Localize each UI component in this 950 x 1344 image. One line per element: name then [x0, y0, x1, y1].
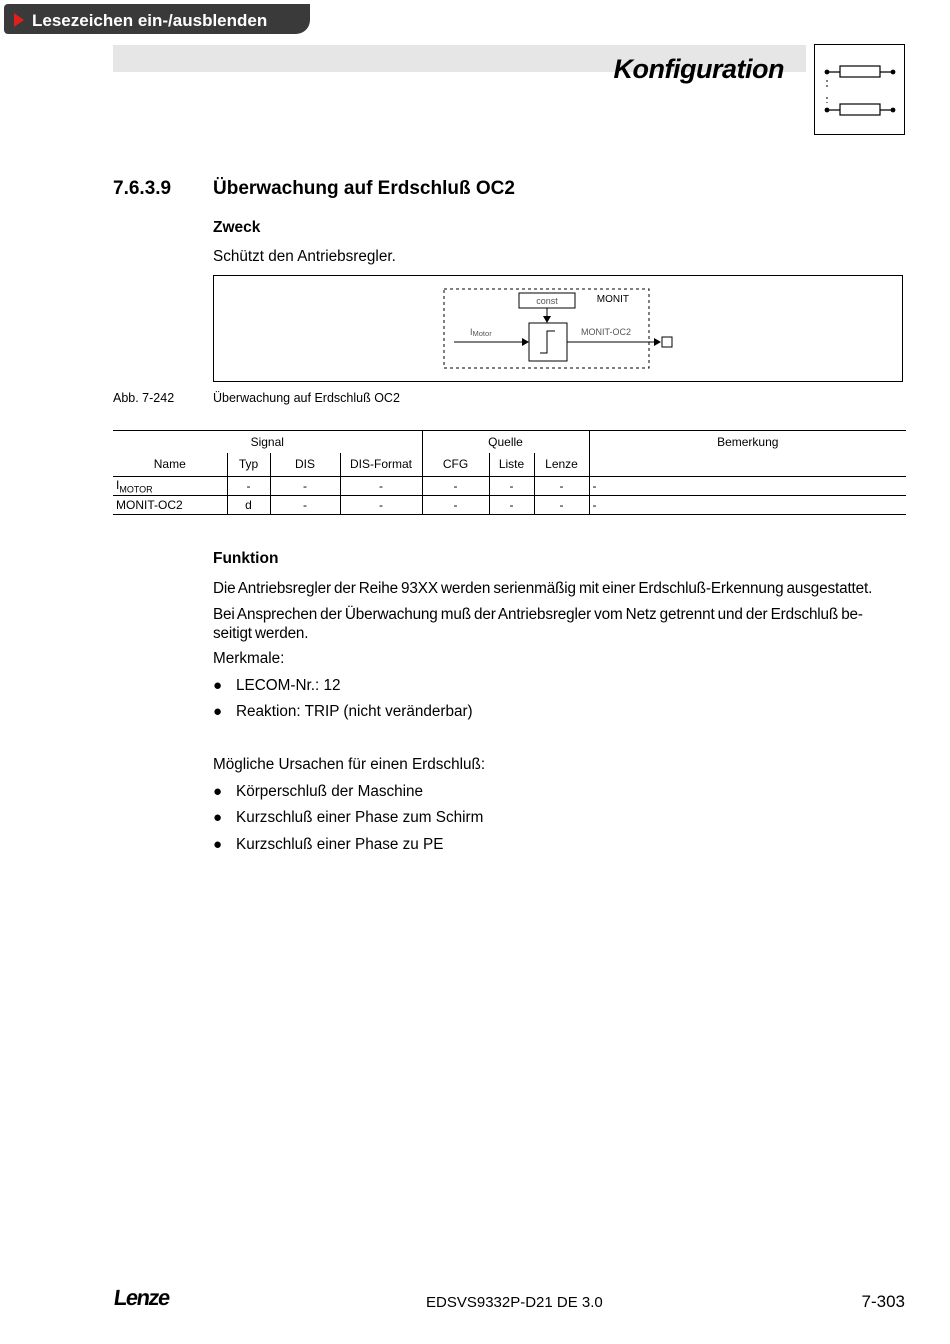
zweck-text: Schützt den Antriebsregler. [213, 248, 396, 265]
cell-dis-format: - [340, 496, 422, 515]
list-item: Kurzschluß einer Phase zu PE [236, 836, 444, 853]
function-block-diagram [213, 275, 903, 382]
bullet-icon: ● [213, 783, 223, 800]
zweck-heading: Zweck [213, 219, 261, 236]
col-name: Name [113, 453, 227, 477]
bullet-icon: ● [213, 836, 223, 853]
section-title: Überwachung auf Erdschluß OC2 [213, 178, 515, 199]
cell-bemerkung: - [589, 477, 906, 496]
figure-number: Abb. 7-242 [113, 391, 175, 405]
svg-text:IMotor [470, 327, 492, 338]
cell-typ: - [227, 477, 270, 496]
lenze-logo: Lenze [112, 1285, 171, 1310]
cell-name: $I_{MOTOR}$ [113, 477, 227, 496]
circuit-diagram-icon [814, 44, 905, 135]
cell-cfg: - [422, 477, 489, 496]
col-cfg: CFG [422, 453, 489, 477]
header-bemerkung: Bemerkung [589, 431, 906, 453]
list-item: LECOM-Nr.: 12 [236, 677, 341, 694]
bookmark-toggle-label: Lesezeichen ein-/ausblenden [32, 11, 268, 30]
input-label: I [470, 327, 473, 337]
figure-caption: Überwachung auf Erdschluß OC2 [213, 391, 400, 405]
page-title: Konfiguration [613, 54, 784, 84]
merkmale-label: Merkmale: [213, 650, 285, 667]
cell-lenze: - [534, 477, 589, 496]
signal-table [113, 430, 906, 515]
triangle-right-icon [14, 13, 24, 27]
col-dis: DIS [270, 453, 340, 477]
cell-liste: - [489, 496, 534, 515]
bullet-icon: ● [213, 677, 223, 694]
section-number: 7.6.3.9 [113, 178, 172, 199]
page-number: 7-303 [861, 1292, 905, 1311]
cell-name: MONIT-OC2 [113, 496, 227, 515]
cell-dis: - [270, 477, 340, 496]
cell-liste: - [489, 477, 534, 496]
table-row [113, 477, 906, 496]
bullet-icon: ● [213, 703, 223, 720]
header-quelle: Quelle [422, 431, 589, 453]
col-dis-format: DIS-Format [340, 453, 422, 477]
list-item: Kurzschluß einer Phase zum Schirm [236, 809, 484, 826]
col-lenze: Lenze [534, 453, 589, 477]
funktion-paragraph-2: Bei Ansprechen der Überwachung muß der Antriebsregler vom Netz getrennt und der Erdschluß be- seitigt werden. [213, 606, 863, 642]
cell-bemerkung: - [589, 496, 906, 515]
col-typ: Typ [227, 453, 270, 477]
ursachen-intro: Mögliche Ursachen für einen Erdschluß: [213, 756, 486, 773]
table-row [113, 496, 906, 515]
input-subscript: Motor [472, 329, 492, 338]
const-label: const [536, 296, 558, 306]
col-liste: Liste [489, 453, 534, 477]
header-signal: Signal [113, 431, 422, 453]
cell-dis: - [270, 496, 340, 515]
cell-cfg: - [422, 496, 489, 515]
list-item: Körperschluß der Maschine [236, 783, 424, 800]
cell-lenze: - [534, 496, 589, 515]
output-label: MONIT-OC2 [581, 327, 632, 337]
cell-dis-format: - [340, 477, 422, 496]
cell-typ: d [227, 496, 270, 515]
bookmark-toggle-button[interactable] [4, 4, 310, 34]
document-id: EDSVS9332P-D21 DE 3.0 [426, 1294, 603, 1311]
bullet-icon: ● [213, 809, 223, 826]
funktion-paragraph-1: Die Antriebsregler der Reihe 93XX werden serienmäßig mit einer Erdschluß-Erkennung ausgestattet. [213, 580, 873, 597]
block-label: MONIT [596, 294, 629, 305]
list-item: Reaktion: TRIP (nicht veränderbar) [236, 703, 473, 720]
funktion-heading: Funktion [213, 550, 279, 567]
